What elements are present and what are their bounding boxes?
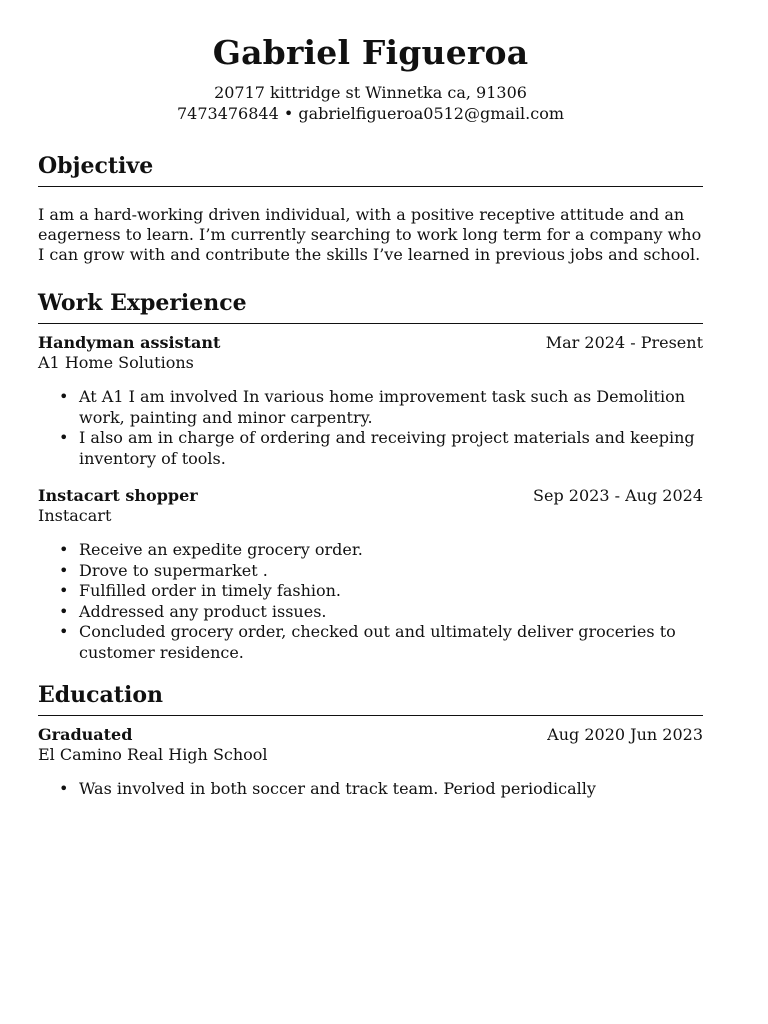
phone-email-line: 7473476844 • gabrielfigueroa0512@gmail.com: [176, 104, 565, 123]
work-experience-section: [38, 289, 703, 663]
school-name: El Camino Real High School: [38, 745, 268, 764]
job-entry: [38, 485, 703, 663]
section-divider: [38, 186, 703, 187]
list-item: • Was involved in both soccer and track team. Period periodically: [79, 779, 703, 800]
job-entry: [38, 332, 703, 469]
list-item: • Addressed any product issues.: [79, 602, 703, 623]
job-title: Handyman assistant: [38, 333, 221, 352]
job-entry-header: [38, 332, 703, 353]
job-title: Instacart shopper: [38, 486, 198, 505]
job-duties-list: [38, 387, 703, 469]
applicant-name: Gabriel Figueroa: [212, 33, 529, 72]
objective-text: I am a hard-working driven individual, with a positive receptive attitude and an eagerness to learn. I’m currently searching to work long term for a company who I can grow with and contribute the skills I’ve learned in previous jobs and school.: [38, 205, 702, 264]
address-line: 20717 kittridge st Winnetka ca, 91306: [214, 83, 527, 102]
objective-section: [38, 152, 703, 265]
employer-name: A1 Home Solutions: [38, 353, 194, 372]
job-dates: Sep 2023 - Aug 2024: [533, 486, 703, 505]
education-notes-list: [38, 779, 703, 800]
section-title-objective: Objective: [38, 153, 154, 179]
contact-block: [38, 82, 703, 124]
list-item: • I also am in charge of ordering and receiving project materials and keeping inventory of tools.: [79, 428, 703, 469]
list-item: • Fulfilled order in timely fashion.: [79, 581, 703, 602]
job-dates: Mar 2024 - Present: [545, 333, 703, 352]
education-entry-header: [38, 724, 703, 745]
list-item: • Drove to supermarket .: [79, 561, 703, 582]
section-title-work-experience: Work Experience: [38, 290, 247, 316]
employer-name: Instacart: [38, 506, 112, 525]
list-item: • Concluded grocery order, checked out and ultimately deliver groceries to customer residence.: [79, 622, 703, 663]
education-section: [38, 681, 703, 800]
section-divider: [38, 715, 703, 716]
job-duties-list: [38, 540, 703, 663]
education-dates: Aug 2020 Jun 2023: [547, 725, 703, 744]
education-status: Graduated: [38, 725, 133, 744]
job-entry-header: [38, 485, 703, 506]
section-divider: [38, 323, 703, 324]
list-item: • At A1 I am involved In various home improvement task such as Demolition work, painting and minor carpentry.: [79, 387, 703, 428]
education-entry: [38, 724, 703, 800]
section-title-education: Education: [38, 682, 163, 708]
list-item: • Receive an expedite grocery order.: [79, 540, 703, 561]
